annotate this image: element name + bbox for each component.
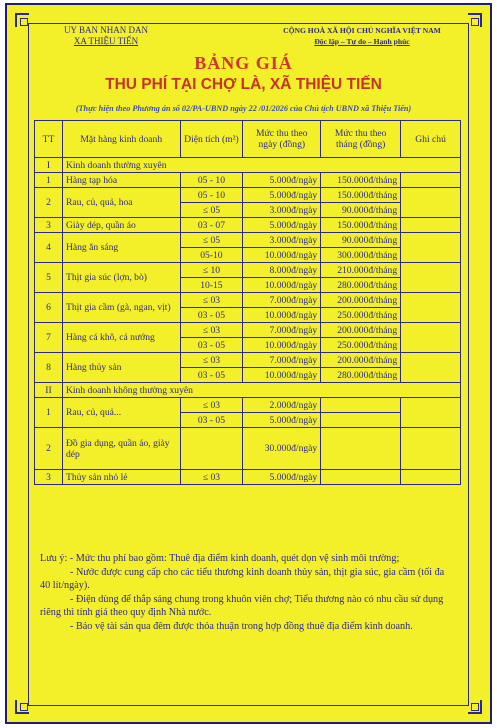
month-fee-cell: 150.000đ/tháng: [321, 218, 401, 233]
row-number: 5: [35, 263, 63, 293]
note-line: - Nước được cung cấp cho các tiểu thương kinh doanh thủy sản, thịt gia súc, gia cầm (tối đa 40 lít/ngày).: [40, 566, 445, 592]
area-cell: ≤ 03: [180, 398, 243, 413]
note-line: - Điện dùng để thắp sáng chung trong khuôn viên chợ; Tiểu thương nào có nhu cầu sử dụng riêng thì tính giá theo quy định Nhà nước.: [40, 593, 444, 619]
table-row: [35, 398, 461, 413]
area-cell: 05 - 10: [180, 173, 243, 188]
table-row: [35, 428, 461, 470]
table-row: [35, 293, 461, 308]
day-fee-cell: 10.000đ/ngày: [243, 248, 321, 263]
month-fee-cell: [321, 428, 401, 470]
row-number: 2: [35, 188, 63, 218]
notes-block: [40, 552, 456, 634]
col-header-item: Mặt hàng kinh doanh: [62, 121, 180, 158]
table-row: [35, 323, 461, 338]
day-fee-cell: 7.000đ/ngày: [243, 323, 321, 338]
note-cell: [401, 233, 461, 263]
item-name: Rau, củ, quả, hoa: [62, 188, 180, 218]
table-header-row: [35, 121, 461, 158]
row-number: 3: [35, 218, 63, 233]
day-fee-cell: 2.000đ/ngày: [243, 398, 321, 413]
table-row: [35, 353, 461, 368]
item-name: Thủy sản nhỏ lẻ: [62, 470, 180, 485]
table-row: [35, 188, 461, 203]
national-header: [262, 25, 462, 47]
month-fee-cell: 200.000đ/tháng: [321, 323, 401, 338]
area-cell: 03 - 07: [180, 218, 243, 233]
col-header-tt: TT: [35, 121, 63, 158]
month-fee-cell: 200.000đ/tháng: [321, 293, 401, 308]
month-fee-cell: 90.000đ/tháng: [321, 233, 401, 248]
section-label: Kinh doanh thường xuyên: [62, 158, 460, 173]
note-line: Lưu ý: - Mức thu phí bao gồm: Thuê địa điểm kinh doanh, quét dọn vệ sinh môi trường;: [40, 553, 400, 564]
month-fee-cell: [321, 470, 401, 485]
month-fee-cell: [321, 398, 401, 413]
row-number: 3: [35, 470, 63, 485]
area-cell: ≤ 05: [180, 203, 243, 218]
month-fee-cell: 90.000đ/tháng: [321, 203, 401, 218]
section-row: [35, 158, 461, 173]
month-fee-cell: 150.000đ/tháng: [321, 188, 401, 203]
row-number: 1: [35, 398, 63, 428]
table-row: [35, 263, 461, 278]
table-row: [35, 173, 461, 188]
month-fee-cell: 250.000đ/tháng: [321, 308, 401, 323]
issuer-header: [36, 25, 176, 47]
note-line: - Bảo vệ tài sản qua đêm được thỏa thuận trong hợp đồng thuê địa điểm kinh doanh.: [70, 620, 413, 632]
note-cell: [401, 218, 461, 233]
item-name: Hàng thủy sản: [62, 353, 180, 383]
area-cell: 03 - 05: [180, 368, 243, 383]
national-motto: CỘNG HOÀ XÃ HỘI CHỦ NGHĨA VIỆT NAM: [283, 26, 441, 35]
area-cell: 05-10: [180, 248, 243, 263]
page-subtitle: THU PHÍ TẠI CHỢ LÀ, XÃ THIỆU TIẾN: [105, 76, 382, 93]
day-fee-cell: 7.000đ/ngày: [243, 353, 321, 368]
month-fee-cell: 300.000đ/tháng: [321, 248, 401, 263]
month-fee-cell: 250.000đ/tháng: [321, 338, 401, 353]
row-number: 4: [35, 233, 63, 263]
area-cell: 03 - 05: [180, 338, 243, 353]
area-cell: 10-15: [180, 278, 243, 293]
col-header-day: Mức thu theo ngày (đồng): [243, 121, 321, 158]
area-cell: ≤ 03: [180, 353, 243, 368]
corner-ornament: [468, 700, 482, 714]
note-cell: [401, 428, 461, 470]
note-cell: [401, 398, 461, 428]
area-cell: ≤ 10: [180, 263, 243, 278]
issuer-line1: UY BAN NHAN DAN: [64, 25, 148, 35]
section-label: Kinh doanh không thường xuyên: [62, 383, 460, 398]
col-header-note: Ghi chú: [401, 121, 461, 158]
row-number: 7: [35, 323, 63, 353]
day-fee-cell: 5.000đ/ngày: [243, 470, 321, 485]
item-name: Hàng cá khô, cá nướng: [62, 323, 180, 353]
month-fee-cell: 280.000đ/tháng: [321, 368, 401, 383]
day-fee-cell: 3.000đ/ngày: [243, 203, 321, 218]
note-cell: [401, 188, 461, 218]
day-fee-cell: 5.000đ/ngày: [243, 413, 321, 428]
section-number: I: [35, 158, 63, 173]
note-cell: [401, 293, 461, 323]
day-fee-cell: 7.000đ/ngày: [243, 293, 321, 308]
row-number: 8: [35, 353, 63, 383]
month-fee-cell: 150.000đ/tháng: [321, 173, 401, 188]
day-fee-cell: 8.000đ/ngày: [243, 263, 321, 278]
day-fee-cell: 3.000đ/ngày: [243, 233, 321, 248]
page-title: BẢNG GIÁ: [194, 53, 293, 73]
table-row: [35, 470, 461, 485]
note-cell: [401, 353, 461, 383]
day-fee-cell: 5.000đ/ngày: [243, 173, 321, 188]
section-row: [35, 383, 461, 398]
item-name: Thịt gia súc (lợn, bò): [62, 263, 180, 293]
item-name: Hàng ăn sáng: [62, 233, 180, 263]
price-table: [34, 120, 461, 485]
col-header-month: Mức thu theo tháng (đồng): [321, 121, 401, 158]
day-fee-cell: 5.000đ/ngày: [243, 188, 321, 203]
area-cell: ≤ 03: [180, 323, 243, 338]
area-cell: [180, 428, 243, 470]
col-header-area: Diện tích (m²): [180, 121, 243, 158]
item-name: Rau, củ, quả...: [62, 398, 180, 428]
item-name: Đồ gia dụng, quần áo, giày dép: [62, 428, 180, 470]
section-number: II: [35, 383, 63, 398]
corner-ornament: [15, 700, 29, 714]
national-subtitle: Độc lập – Tự do – Hạnh phúc: [314, 37, 410, 46]
area-cell: 05 - 10: [180, 188, 243, 203]
note-cell: [401, 323, 461, 353]
legal-basis-note: (Thực hiện theo Phương án số 02/PA-UBND ngày 22 /01/2026 của Chủ tịch UBND xã Thiệu Tiến): [75, 104, 412, 113]
row-number: 2: [35, 428, 63, 470]
issuer-line2: XA THIỆU TIẾN: [73, 36, 139, 46]
item-name: Giày dép, quần áo: [62, 218, 180, 233]
area-cell: ≤ 03: [180, 293, 243, 308]
day-fee-cell: 5.000đ/ngày: [243, 218, 321, 233]
day-fee-cell: 30.000đ/ngày: [243, 428, 321, 470]
month-fee-cell: 200.000đ/tháng: [321, 353, 401, 368]
table-row: [35, 218, 461, 233]
day-fee-cell: 10.000đ/ngày: [243, 278, 321, 293]
note-cell: [401, 263, 461, 293]
area-cell: 03 - 05: [180, 413, 243, 428]
note-cell: [401, 173, 461, 188]
area-cell: 03 - 05: [180, 308, 243, 323]
item-name: Thịt gia cầm (gà, ngan, vịt): [62, 293, 180, 323]
corner-ornament: [468, 13, 482, 27]
month-fee-cell: 210.000đ/tháng: [321, 263, 401, 278]
month-fee-cell: [321, 413, 401, 428]
row-number: 1: [35, 173, 63, 188]
day-fee-cell: 10.000đ/ngày: [243, 368, 321, 383]
item-name: Hàng tạp hóa: [62, 173, 180, 188]
row-number: 6: [35, 293, 63, 323]
month-fee-cell: 280.000đ/tháng: [321, 278, 401, 293]
day-fee-cell: 10.000đ/ngày: [243, 338, 321, 353]
corner-ornament: [15, 13, 29, 27]
note-cell: [401, 470, 461, 485]
area-cell: ≤ 03: [180, 470, 243, 485]
day-fee-cell: 10.000đ/ngày: [243, 308, 321, 323]
area-cell: ≤ 05: [180, 233, 243, 248]
table-row: [35, 233, 461, 248]
